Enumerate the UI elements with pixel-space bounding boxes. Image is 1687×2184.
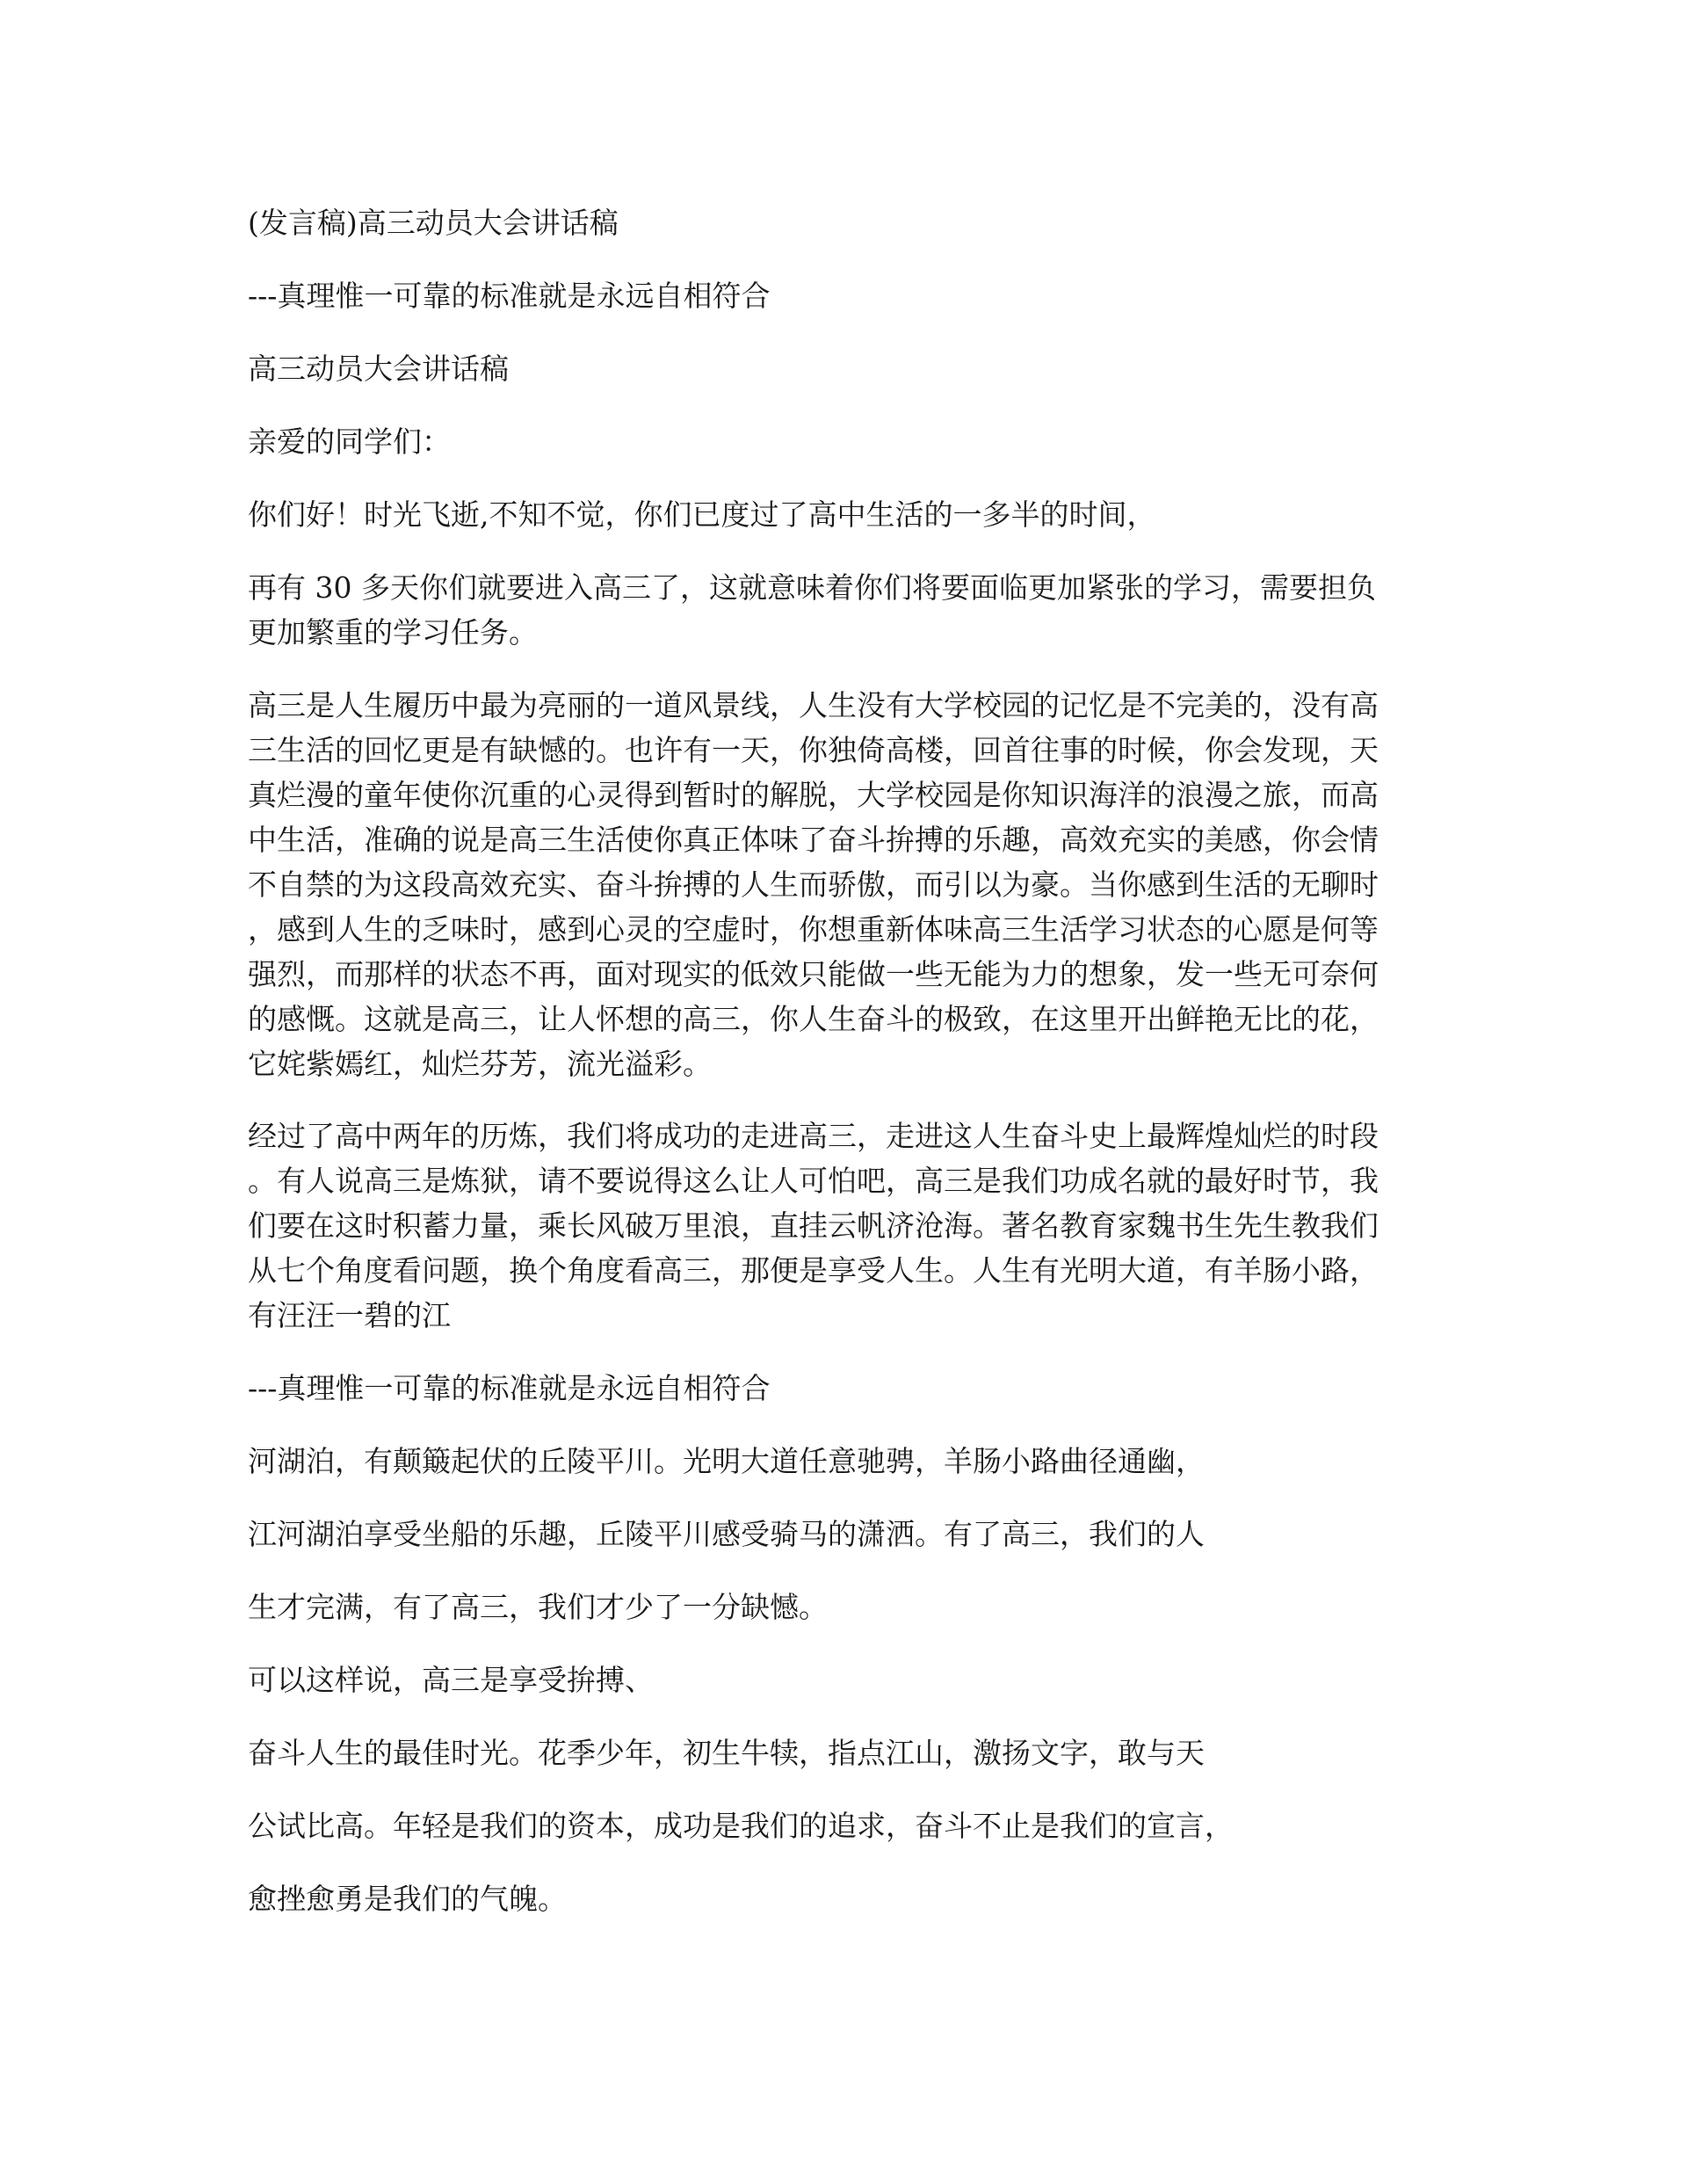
paragraph-line: 公试比高。年轻是我们的资本，成功是我们的追求，奋斗不止是我们的宣言， xyxy=(248,1809,1234,1843)
paragraph-senior-year-scenery xyxy=(248,683,1379,1086)
paragraph-line: ，感到人生的乏味时，感到心灵的空虚时，你想重新体味高三生活学习状态的心愿是何等 xyxy=(248,912,1379,947)
paragraph-line: 们要在这时积蓄力量，乘长风破万里浪，直挂云帆济沧海。著名教育家魏书生先生教我们 xyxy=(248,1208,1379,1243)
paragraph-two-years-tempering xyxy=(248,1114,1379,1338)
paragraph-line: 。有人说高三是炼狱，请不要说得这么让人可怕吧，高三是我们功成名就的最好时节，我 xyxy=(248,1164,1379,1198)
paragraph-line: 它姹紫嫣红，灿烂芬芳，流光溢彩。 xyxy=(248,1047,712,1081)
paragraph-line: 不自禁的为这段高效充实、奋斗拚搏的人生而骄傲，而引以为豪。当你感到生活的无聊时 xyxy=(248,867,1379,902)
paragraph-opening: 你们好！时光飞逝,不知不觉，你们已度过了高中生活的一多半的时间， xyxy=(248,497,1156,532)
paragraph-line: 愈挫愈勇是我们的气魄。 xyxy=(248,1882,567,1916)
document-title: (发言稿)高三动员大会讲话稿 xyxy=(248,206,619,240)
paragraph-line: 中生活，准确的说是高三生活使你真正体味了奋斗拚搏的乐趣，高效充实的美感，你会情 xyxy=(248,823,1379,857)
paragraph-line: 河湖泊，有颠簸起伏的丘陵平川。光明大道任意驰骋，羊肠小路曲径通幽， xyxy=(248,1444,1205,1478)
paragraph-line: 再有 30 多天你们就要进入高三了，这就意味着你们将要面临更加紧张的学习，需要担负 xyxy=(248,570,1376,605)
paragraph-line: 有汪汪一碧的江 xyxy=(248,1298,451,1332)
paragraph-senior-year-coming xyxy=(248,565,1376,655)
paragraph-line: 的感慨。这就是高三，让人怀想的高三，你人生奋斗的极致，在这里开出鲜艳无比的花， xyxy=(248,1002,1379,1036)
paragraph-line: 强烈，而那样的状态不再，面对现实的低效只能做一些无能为力的想象，发一些无可奈何 xyxy=(248,957,1379,991)
paragraph-line: 江河湖泊享受坐船的乐趣，丘陵平川感受骑马的潇洒。有了高三，我们的人 xyxy=(248,1517,1205,1551)
motto-line-repeat: ---真理惟一可靠的标准就是永远自相符合 xyxy=(248,1371,771,1405)
paragraph-line: 真烂漫的童年使你沉重的心灵得到暂时的解脱，大学校园是你知识海洋的浪漫之旅，而高 xyxy=(248,778,1379,812)
paragraph-line: 可以这样说，高三是享受拚搏、 xyxy=(248,1663,654,1697)
motto-line: ---真理惟一可靠的标准就是永远自相符合 xyxy=(248,279,771,313)
paragraph-line: 更加繁重的学习任务。 xyxy=(248,615,538,649)
greeting: 亲爱的同学们： xyxy=(248,424,451,459)
paragraph-line: 高三是人生履历中最为亮丽的一道风景线，人生没有大学校园的记忆是不完美的，没有高 xyxy=(248,688,1379,722)
paragraph-line: 经过了高中两年的历炼，我们将成功的走进高三，走进这人生奋斗史上最辉煌灿烂的时段 xyxy=(248,1119,1379,1153)
paragraph-line: 生才完满，有了高三，我们才少了一分缺憾。 xyxy=(248,1590,828,1624)
speech-heading: 高三动员大会讲话稿 xyxy=(248,352,509,386)
paragraph-line: 从七个角度看问题，换个角度看高三，那便是享受人生。人生有光明大道，有羊肠小路， xyxy=(248,1253,1379,1288)
paragraph-line: 三生活的回忆更是有缺憾的。也许有一天，你独倚高楼，回首往事的时候，你会发现，天 xyxy=(248,733,1379,767)
paragraph-line: 奋斗人生的最佳时光。花季少年，初生牛犊，指点江山，激扬文字，敢与天 xyxy=(248,1736,1205,1770)
